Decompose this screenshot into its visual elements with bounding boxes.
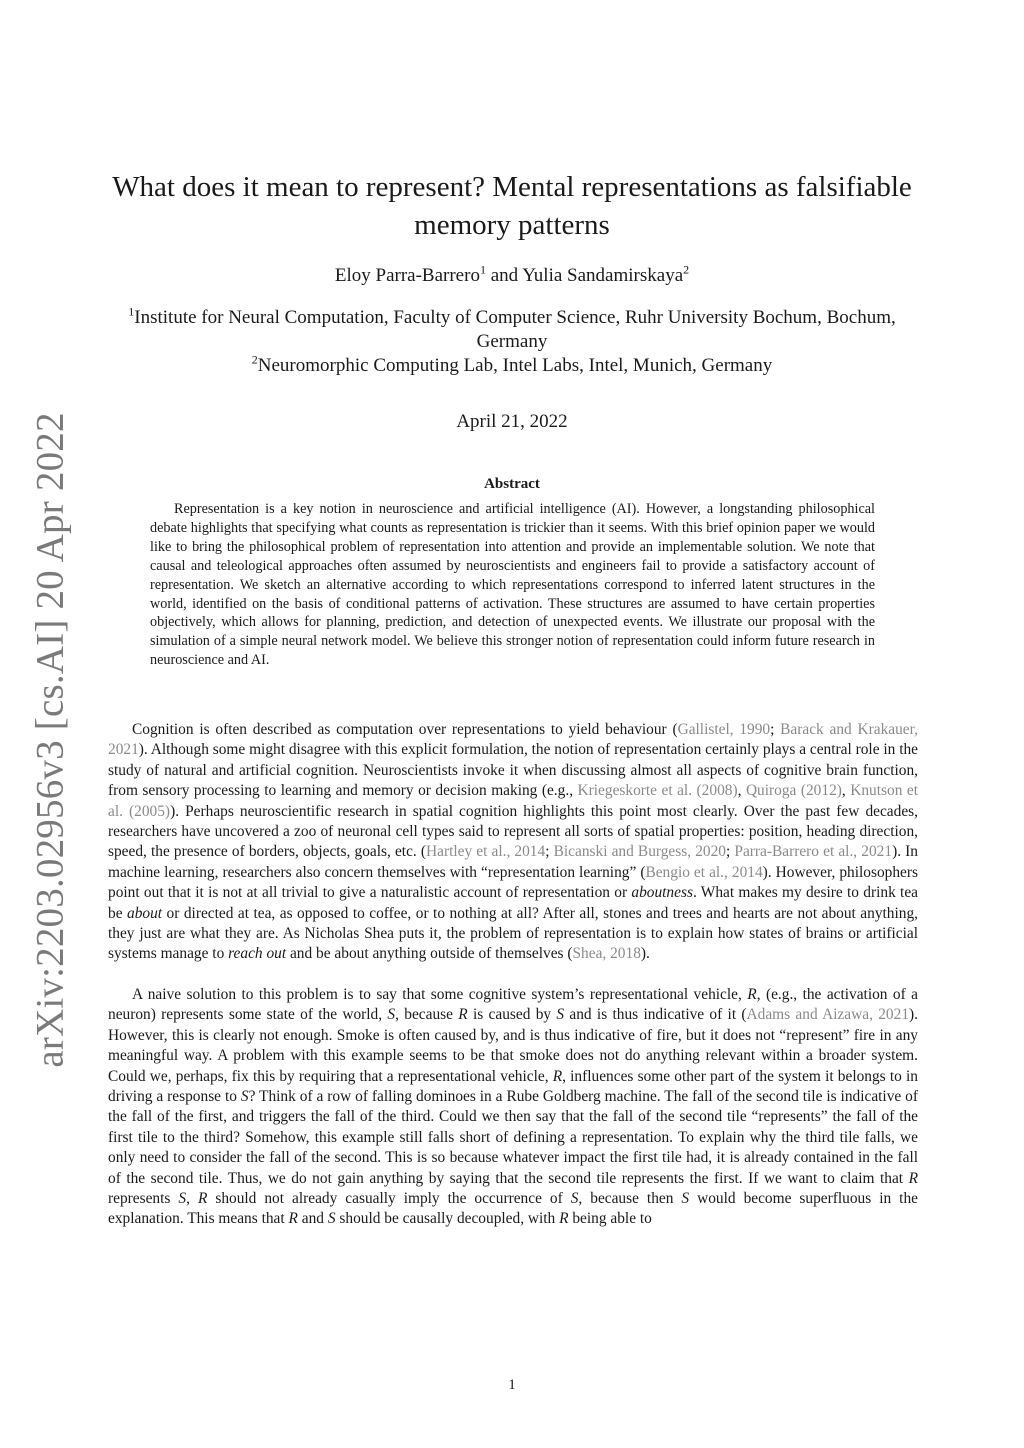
page-number: 1 [508,1377,516,1393]
math-symbol: R [747,985,757,1003]
affiliation-mark: 2 [251,352,258,367]
text-run: should be causally decoupled, with [335,1210,560,1228]
body-text [108,720,918,1250]
text-run: is caused by [467,1006,557,1024]
italic-term: about [127,904,163,922]
arxiv-identifier-stamp: arXiv:2203.02956v3 [cs.AI] 20 Apr 2022 [28,412,72,1068]
citation-link[interactable]: Adams and Aizawa, 2021 [746,1006,910,1024]
text-run: and [297,1210,328,1228]
paper-title: What does it mean to represent? Mental representations as falsifiable memory patterns [112,171,912,241]
text-run: ; [545,843,554,861]
math-symbol: R [908,1169,918,1187]
math-symbol: S [570,1189,579,1207]
text-run: ). [640,945,650,963]
author-name: Eloy Parra-Barrero [334,265,480,286]
math-symbol: R [288,1210,298,1228]
citation-link[interactable]: Gallistel, 1990 [677,721,771,738]
abstract-heading: Abstract [484,476,540,492]
text-run: ; [726,843,735,861]
citation-link[interactable]: Bengio et al., 2014 [645,863,763,881]
affiliation-text: Neuromorphic Computing Lab, Intel Labs, Intel, Munich, Germany [257,355,773,376]
author-joiner: and [485,265,523,286]
citation-link[interactable]: Parra-Barrero et al., 2021 [734,843,893,861]
text-run: ; [770,721,781,738]
text-run: , (e.g., the activation of a neuron) represents some state of the world, [108,985,919,1024]
text-run: ? Think of a row of falling dominoes in a Rube Goldberg machine. The fall of the second tile is indicative of the fall of the first, and triggers the fall of the third. Could we then say that the fall of the second tile “represents” the fall of the first tile to the third? Somehow, this example still falls short of defining a representation. To explain why the third tile falls, we only need to consider the fall of the second. This is so because whatever impact the first tile had, it is already contained in the fall of the second tile. Thus, we do not gain anything by saying that the second tile represents the first. If we want to claim that [108,1087,918,1187]
text-run: being able to [568,1210,652,1228]
paragraph [108,985,918,1230]
text-run: or directed at tea, as opposed to coffee, or to nothing at all? After all, stones and trees and hearts are not about anything, they just are what they are. As Nicholas Shea puts it, the problem of representation is to explain how states of brains or artificial systems manage to [108,904,918,963]
math-symbol: R [458,1006,468,1024]
text-run: and be about anything outside of themselves ( [286,945,573,963]
text-run: ). Although some might disagree with this explicit formulation, the notion of representation certainly plays a central role in the study of natural and artificial cognition. Neuroscientists invoke it when discussing almost all aspects of cognitive brain function, from sensory processing to learning and memory or decision making (e.g., [108,741,918,800]
italic-term: aboutness [631,884,693,902]
math-symbol: S [681,1189,690,1207]
citation-link[interactable]: Barack and Krakauer, 2021 [108,721,918,759]
citation-link[interactable]: Bicanski and Burgess, 2020 [553,843,726,861]
text-run: , [737,782,746,800]
affiliation-text: Institute for Neural Computation, Faculty of Computer Science, Ruhr University Bochum, Bochum, Germany [134,307,896,352]
citation-link[interactable]: Knutson et al. (2005) [108,782,919,820]
math-symbol: R [552,1067,563,1085]
affiliation-mark: 1 [479,262,486,277]
text-run: Cognition is often described as computation over representations to yield behaviour ( [132,721,678,738]
citation-link[interactable]: Quiroga (2012) [745,782,842,800]
affiliation [100,354,924,378]
math-symbol: R [559,1210,569,1228]
text-run: represents [108,1189,179,1207]
author-line [100,264,924,288]
math-symbol: S [240,1087,249,1105]
paragraph [108,720,918,965]
affiliation-mark: 1 [128,304,135,319]
abstract-text: Representation is a key notion in neuroscience and artificial intelligence (AI). However, a longstanding philosophical debate highlights that specifying what counts as representation is trickier than it seems. With this brief opinion paper we would like to bring the philosophical problem of representation into attention and provide an implementable solution. We note that causal and teleological approaches often assumed by neuroscientists and engineers fail to provide a satisfactory account of representation. We sketch an alternative according to which representations correspond to inferred latent structures in the world, identified on the basis of conditional patterns of activation. These structures are assumed to have certain properties objectively, which allows for planning, prediction, and detection of unexpected events. We illustrate our proposal with the simulation of a simple neural network model. We believe this stronger notion of representation could inform future research in neuroscience and AI. [150,501,875,669]
text-run: ). Perhaps neuroscientific research in spatial cognition highlights this point most clearly. Over the past few decades, researchers have uncovered a zoo of neuronal cell types said to represent all sorts of spatial properties: position, heading direction, speed, the presence of borders, objects, goals, etc. ( [108,802,918,861]
affiliation-mark: 2 [683,262,690,277]
math-symbol: S [327,1210,336,1228]
text-run: ). In machine learning, researchers also concern themselves with “representation learning” ( [108,843,918,881]
text-run: , [841,782,851,800]
text-run: , influences some other part of the system it belongs to in driving a response to [108,1067,918,1105]
author-name: Yulia Sandamirskaya [522,265,684,286]
text-run: and is thus indicative of it ( [564,1006,747,1024]
text-run: , because then [578,1189,682,1207]
text-run: ). However, this is clearly not enough. Smoke is often caused by, and is thus indicative of fire, but it does not “represent” fire in any meaningful way. A problem with this example seems to be that smoke does not do anything relevant within a broader system. Could we, perhaps, fix this by requiring that a representational vehicle, [108,1006,918,1085]
affiliation [100,306,924,354]
math-symbol: S [387,1006,396,1024]
citation-link[interactable]: Shea, 2018 [572,945,641,963]
math-symbol: S [178,1189,187,1207]
citation-link[interactable]: Hartley et al., 2014 [426,843,546,861]
text-run: should not already casually imply the occurrence of [207,1189,571,1207]
math-symbol: R [197,1189,208,1207]
affiliations [100,306,924,378]
text-run: , because [395,1006,459,1024]
text-run: . What makes my desire to drink tea be [108,884,919,922]
text-run: would become superfluous in the explanation. This means that [108,1189,918,1228]
citation-link[interactable]: Kriegeskorte et al. (2008) [577,782,738,800]
math-symbol: S [556,1006,565,1024]
text-run: ). However, philosophers point out that it is not at all trivial to give a naturalistic account of representation or [108,863,918,902]
text-run: , [186,1189,198,1207]
text-run: A naive solution to this problem is to say that some cognitive system’s representational vehicle, [132,985,748,1003]
paper-date: April 21, 2022 [456,411,568,432]
italic-term: reach out [228,945,287,963]
